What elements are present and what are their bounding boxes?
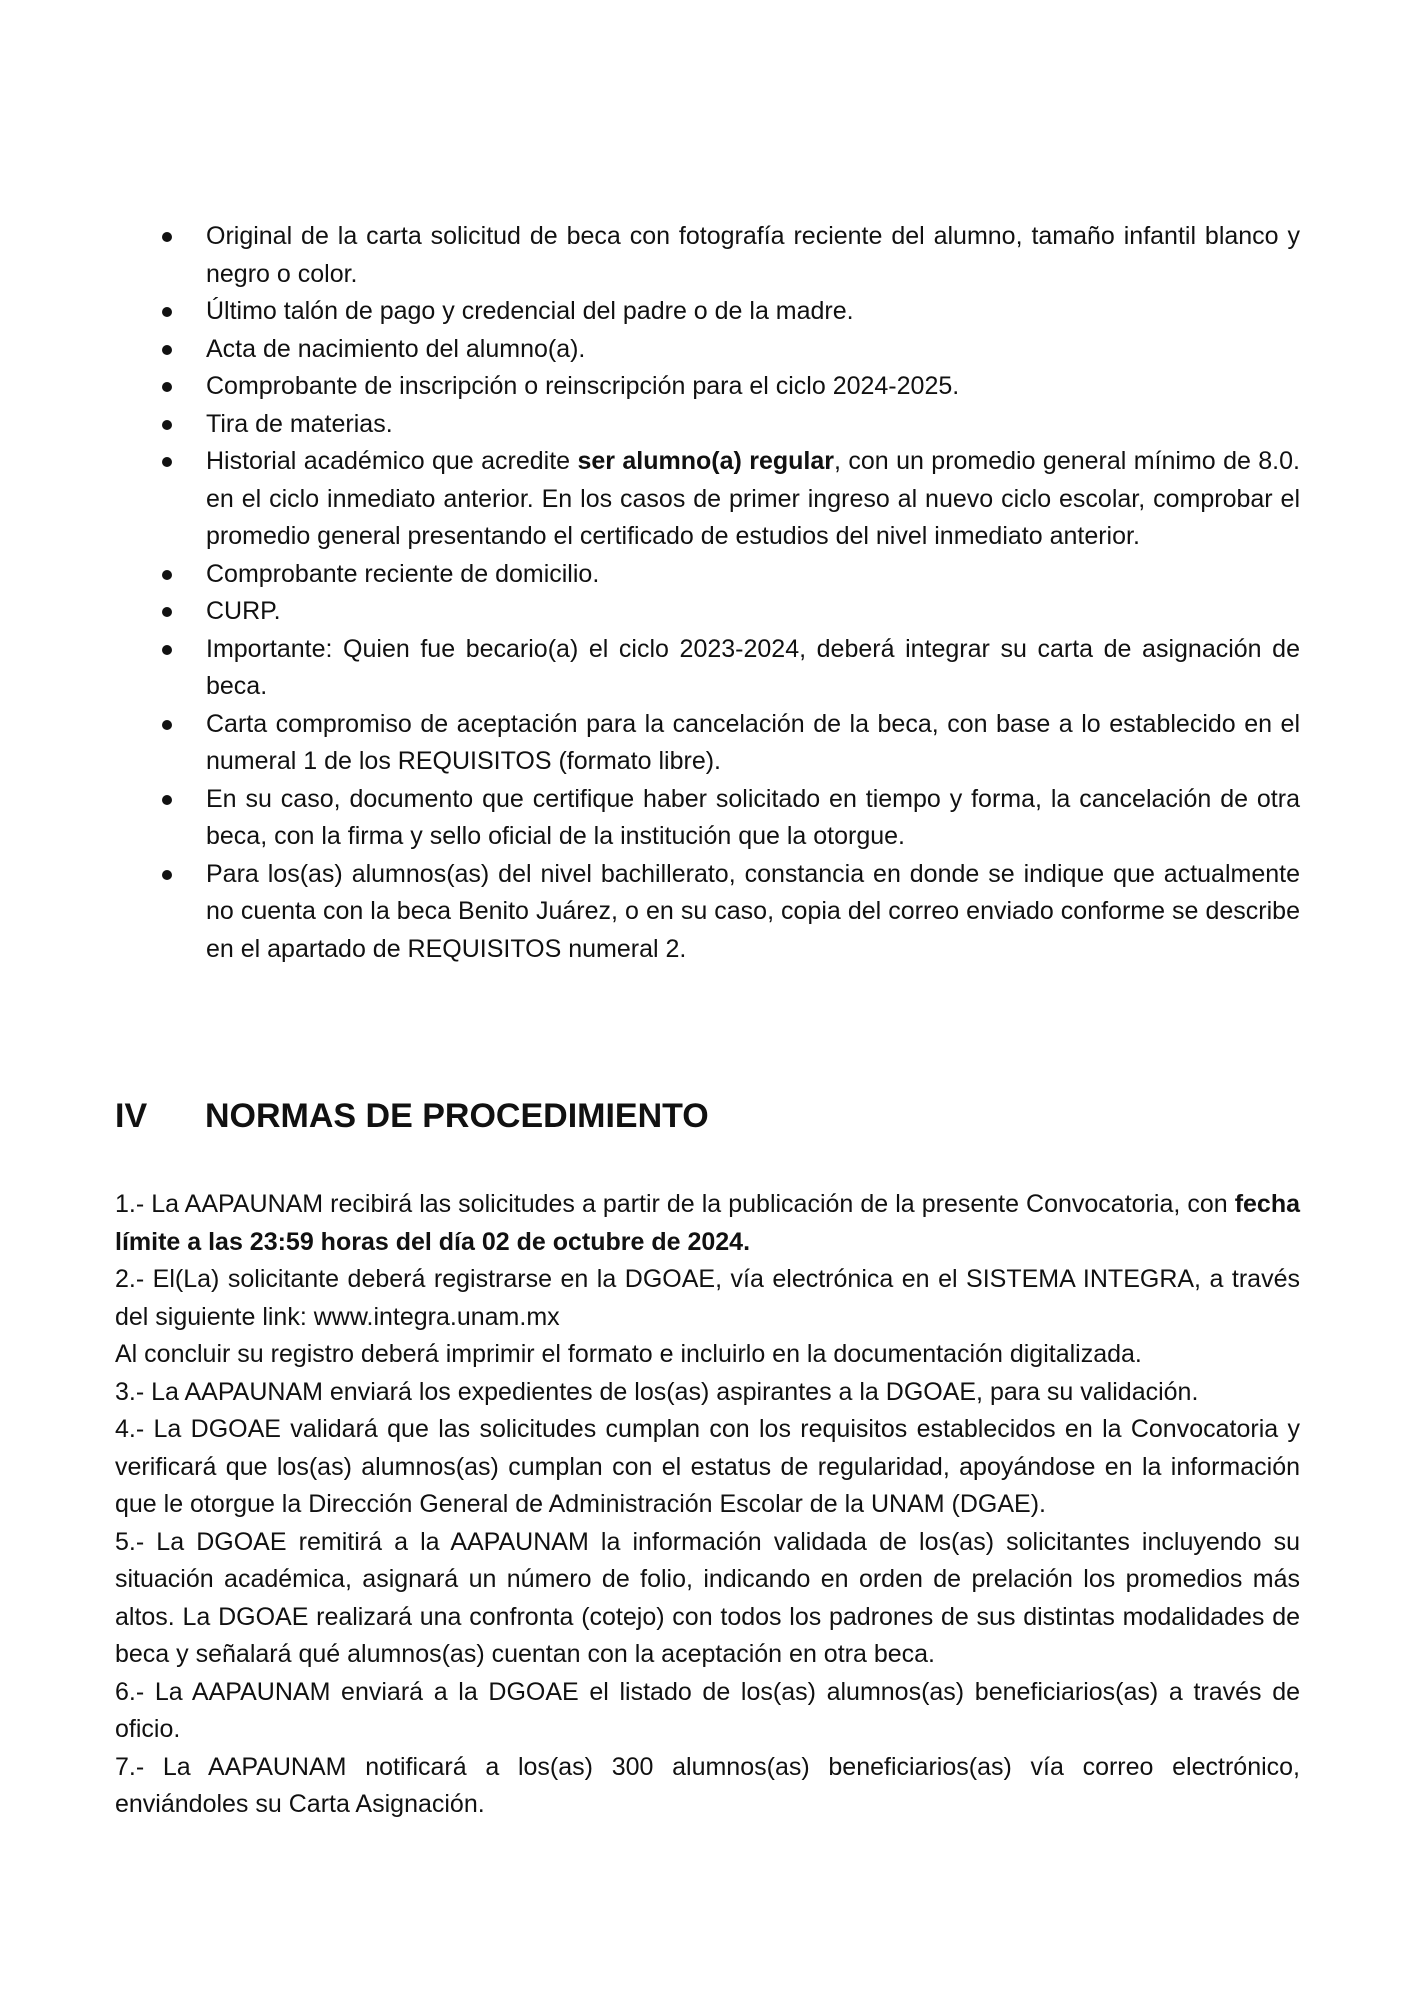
section-number: IV <box>115 1097 148 1135</box>
bullet-icon <box>162 232 172 242</box>
list-item: En su caso, documento que certifique haber solicitado en tiempo y forma, la cancelación de otra beca, con la firma y sello oficial de la institución que la otorgue. <box>160 781 1300 856</box>
procedure-paragraph: 3.- La AAPAUNAM enviará los expedientes de los(as) aspirantes a la DGOAE, para su validación. <box>115 1377 1199 1406</box>
bullet-icon <box>162 645 172 655</box>
procedure-paragraph: Al concluir su registro deberá imprimir el formato e incluirlo en la documentación digitalizada. <box>115 1340 1142 1368</box>
procedure-paragraph: 5.- La DGOAE remitirá a la AAPAUNAM la información validada de los(as) solicitantes incluyendo su situación académica, asignará un número de folio, indicando en orden de prelación los promedios más altos. La DGOAE realizará una confronta (cotejo) con todos los padrones de sus distintas modalidades de beca y señalará qué alumnos(as) cuentan con la aceptación en otra beca. <box>115 1527 1300 1668</box>
bullet-icon <box>162 345 172 355</box>
bullet-icon <box>162 382 172 392</box>
list-item: Comprobante de inscripción o reinscripción para el ciclo 2024-2025. <box>160 368 1300 406</box>
list-item: Original de la carta solicitud de beca con fotografía reciente del alumno, tamaño infantil blanco y negro o color. <box>160 218 1300 293</box>
list-item: Carta compromiso de aceptación para la cancelación de la beca, con base a lo establecido en el numeral 1 de los REQUISITOS (formato libre). <box>160 706 1300 781</box>
list-item: CURP. <box>160 593 1300 631</box>
list-item: Historial académico que acredite ser alumno(a) regular, con un promedio general mínimo de 8.0. en el ciclo inmediato anterior. En los casos de primer ingreso al nuevo ciclo escolar, comprobar el promedio general presentando el certificado de estudios del nivel inmediato anterior. <box>160 443 1300 556</box>
bullet-icon <box>162 720 172 730</box>
requirements-list <box>160 218 1300 968</box>
section-title: NORMAS DE PROCEDIMIENTO <box>205 1097 709 1135</box>
list-item: Acta de nacimiento del alumno(a). <box>160 331 1300 369</box>
list-item: Importante: Quien fue becario(a) el ciclo 2023-2024, deberá integrar su carta de asignación de beca. <box>160 631 1300 706</box>
procedure-paragraph: 4.- La DGOAE validará que las solicitudes cumplan con los requisitos establecidos en la Convocatoria y verificará que los(as) alumnos(as) cumplan con el estatus de regularidad, apoyándose en la información que le otorgue la Dirección General de Administración Escolar de la UNAM (DGAE). <box>115 1415 1300 1518</box>
procedure-paragraph: 1.- La AAPAUNAM recibirá las solicitudes a partir de la publicación de la presente Convocatoria, con fecha límite a las 23:59 horas del día 02 de octubre de 2024. <box>115 1190 1300 1256</box>
procedure-paragraph: 6.- La AAPAUNAM enviará a la DGOAE el listado de los(as) alumnos(as) beneficiarios(as) a través de oficio. <box>115 1677 1300 1743</box>
bullet-icon <box>162 870 172 880</box>
list-item: Para los(as) alumnos(as) del nivel bachillerato, constancia en donde se indique que actualmente no cuenta con la beca Benito Juárez, o en su caso, copia del correo enviado conforme se describe en el apartado de REQUISITOS numeral 2. <box>160 856 1300 969</box>
procedure-paragraph: 7.- La AAPAUNAM notificará a los(as) 300 alumnos(as) beneficiarios(as) vía correo electrónico, enviándoles su Carta Asignación. <box>115 1752 1300 1818</box>
bullet-icon <box>162 795 172 805</box>
list-item: Último talón de pago y credencial del padre o de la madre. <box>160 293 1300 331</box>
section-heading <box>115 1094 1115 1138</box>
bullet-icon <box>162 420 172 430</box>
list-item: Comprobante reciente de domicilio. <box>160 556 1300 594</box>
bullet-icon <box>162 607 172 617</box>
list-item: Tira de materias. <box>160 406 1300 444</box>
bullet-icon <box>162 307 172 317</box>
procedure-paragraph: 2.- El(La) solicitante deberá registrarse en la DGOAE, vía electrónica en el SISTEMA INTEGRA, a través del siguiente link: www.integra.unam.mx <box>115 1265 1300 1331</box>
bullet-icon <box>162 570 172 580</box>
procedures-list <box>115 1186 1300 1824</box>
bullet-icon <box>162 457 172 467</box>
